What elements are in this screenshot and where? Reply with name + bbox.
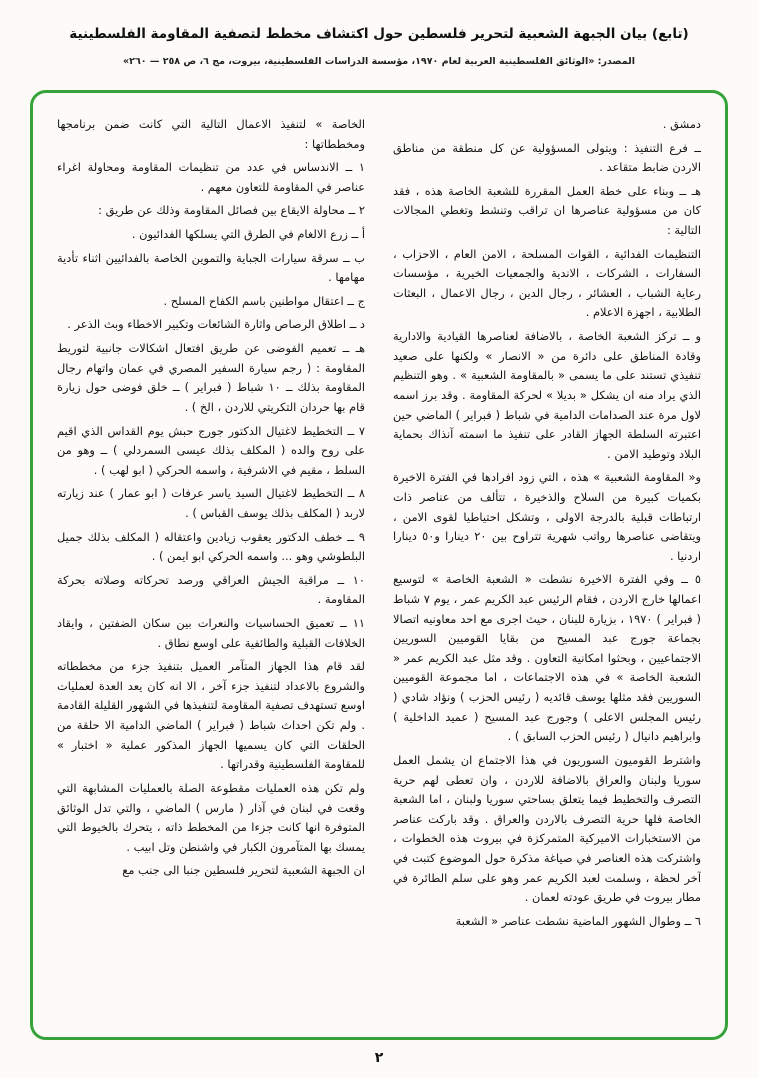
paragraph: ٨ ــ التخطيط لاغتيال السيد ياسر عرفات ( ابو عمار ) عند زيارته لاربد ( المكلف بذلك يوسف القباس ) .	[57, 486, 365, 520]
green-border-frame	[30, 90, 728, 1040]
paragraph: لقد قام هذا الجهاز المتآمر العميل بتنفيذ جزء من مخططاته والشروع بالاعداد لتنفيذ جزء آخر ، الا انه كان يعد العدة لعمليات اوسع تستهدف تصفية المقاومة لتنفيذها في الشهور القليلة القادمة . ولم تكن احداث شباط ( فبراير ) الماضي الدامية الا حلقة من الحلقات التي كان يسميها الجهاز المذكور عملية « اختبار » للمقاومة الفلسطينية وقدراتها .	[57, 659, 365, 772]
paragraph: التنظيمات الفدائية ، القوات المسلحة ، الامن العام ، الاحزاب ، السفارات ، الشركات ، الاندية والجمعيات الخيرية ، مؤسسات رعاية الشباب ، العشائر ، رجال الدين ، رجال الاعمال ، البعثات الطلابية ، اجهزة الاعلام .	[393, 246, 701, 320]
paragraph: ولم تكن هذه العمليات مقطوعة الصلة بالعمليات المشابهة التي وقعت في لبنان في آذار ( مارس ) الماضي ، والتي تدل الوثائق المتوفرة انها كانت جزءا من المخطط ذاته ، يتحرك بالخيوط التي يمسك بها المتآمرون الكبار في واشنطن وتل ابيب .	[57, 780, 365, 854]
paragraph: ١٠ ــ مراقبة الجيش العراقي ورصد تحركاته وصلاته بحركة المقاومة .	[57, 572, 365, 607]
paragraph: دمشق .	[662, 117, 701, 131]
document-title: (تابع) بيان الجبهة الشعبية لتحرير فلسطين حول اكتشاف مخطط لتصفية المقاومة الفلسطينية	[69, 26, 689, 42]
paragraph: ٩ ــ خطف الدكتور يعقوب زيادين واعتقاله ( المكلف بذلك جميل البلطوشي وهو ... واسمه الحركي ابو ايمن ) .	[57, 529, 365, 564]
paragraph: ٢ ــ محاولة الايقاع بين فصائل المقاومة وذلك عن طريق :	[98, 203, 365, 218]
paragraph: ٦ ــ وطوال الشهور الماضية نشطت عناصر « الشعبة	[455, 913, 701, 928]
page-number: ٢	[374, 1050, 384, 1066]
paragraph: و« المقاومة الشعبية » هذه ، التي زود افرادها في الفترة الاخيرة بكميات كبيرة من السلاح والذخيرة ، تتألف من عناصر ذات ارتباطات قبلية بالدرجة الاولى ، وتشكل احتياطيا لقوى الامن ، ويتقاضى عناصرها رواتب شهرية تتراوح بين ٢٠ دينارا و٥٠ دينارا اردنيا .	[393, 470, 701, 563]
paragraph: هـ ــ وبناء على خطة العمل المقررة للشعبة الخاصة هذه ، فقد كان من مسؤولية عناصرها ان تراقب وتنشط وتغطي المجالات التالية :	[393, 183, 701, 238]
paragraph: و ــ تركز الشعبة الخاصة ، بالاضافة لعناصرها القيادية والادارية وقادة المناطق على دائرة من « الانصار » ولكنها على صعيد تنفيذي تستند على ما يسمى « بالمقاومة الشعبية » . وهو التنظيم الذي يراد منه ان يشكل « بديلا » لحركة المقاومة . وقد برز اسمه لاول مرة عند الصدامات الدامية في شباط ( فبراير ) الماضي حين اعتبرته السلطة الجهاز القادر على تنفيذ ما اسمته آنذاك بحماية البلاد وتوطيد الامن .	[393, 329, 701, 461]
paragraph: ان الجبهة الشعبية لتحرير فلسطين جنبا الى جنب مع	[122, 863, 365, 878]
paragraph: واشترط القوميون السوريون في هذا الاجتماع ان يشمل العمل سوريا ولبنان والعراق بالاضافة للاردن ، وان تعطى لهم حرية التصرف والتخطيط فيما يتعلق بساحتي سوريا ولبنان ، اما الشعبة الخاصة فلها حرية التصرف بالاردن والعراق . وقد باركت عناصر من الاستخبارات الاميركية المتمركزة في بيروت هذه الخطوات ، واشتركت هذه العناصر في صياغة مذكرة حول الموضوع كتبت في آخر لحظة ، وسلمت لعبد الكريم عمر وهو على سلم الطائرة في مطار بيروت في طريق عودته لعمان .	[393, 752, 701, 905]
left-text-column	[57, 115, 365, 1019]
paragraph: ب ــ سرقة سيارات الجباية والتموين الخاصة بالفدائيين اثناء تأدية مهامها .	[57, 250, 365, 285]
paragraph: ج ــ اعتقال مواطنين باسم الكفاح المسلح .	[163, 293, 365, 308]
right-text-column	[393, 115, 701, 1019]
source-citation: المصدر: «الوثائق الفلسطينية العربية لعام ١٩٧٠، مؤسسة الدراسات الفلسطينية، بيروت، مج ٦، ص ٢٥٨ — ٢٦٠»	[123, 56, 635, 67]
paragraph: ــ فرع التنفيذ : ويتولى المسؤولية عن كل منطقة من مناطق الاردن ضابط متقاعد .	[393, 140, 701, 175]
paragraph: ١١ ــ تعميق الحساسيات والنعرات بين سكان الضفتين ، وايقاد الخلافات القبلية والطائفية على اوسع نطاق .	[57, 616, 365, 650]
paragraph: الخاصة » لتنفيذ الاعمال التالية التي كانت ضمن برنامجها ومخططاتها :	[57, 117, 365, 151]
paragraph: ٥ ــ وفي الفترة الاخيرة نشطت « الشعبة الخاصة » لتوسيع اعمالها خارج الاردن ، فقام الرئيس عبد الكريم عمر ، يوم ٧ شباط ( فبراير ) ١٩٧٠ ، بزيارة للبنان ، حيث اجرى مع احد معاونيه اتصالا بجماعة جورج عبد المسيح من بقايا القوميين السوريين الاجتماعيين ، وبحثوا امكانية التعاون . وقد مثل عبد الكريم عمر « الشعبة الخاصة » في هذه الاجتماعات ، اما مجموعة القوميين السوريين فقد مثلها يوسف قائديه ( رئيس الحزب ) ونؤاد شادي ( رئيس المجلس الاعلى ) وجورج عبد المسيح ( عميد الداخلية ) وابراهيم دانيال ( رئيس الحزب السابق ) .	[393, 572, 701, 744]
paragraph: هـ ــ تعميم الفوضى عن طريق افتعال اشكالات جانبية لتوريط المقاومة : ( رجم سيارة السفير المصري في عمان واتهام رجال المقاومة بذلك ــ ١٠ شباط ( فبراير ) ــ خلق فوضى حول زيارة قام بها حردان التكريتي للاردن ، الخ ) .	[57, 341, 365, 414]
paragraph: ٧ ــ التخطيط لاغتيال الدكتور جورج حبش يوم القداس الذي اقيم على روح والده ( المكلف بذلك عيسى السمردلي ) ــ وهو من السلط ، مقيم في الاشرفية ، واسمه الحركي ( ابو لهب ) .	[57, 423, 365, 477]
paragraph: أ ــ زرع الالغام في الطرق التي يسلكها الفدائيون .	[131, 227, 365, 242]
paragraph: ١ ــ الاندساس في عدد من تنظيمات المقاومة ومحاولة اغراء عناصر في المقاومة للتعاون معهم .	[57, 160, 365, 194]
two-column-text-block	[57, 115, 701, 1019]
paragraph: د ــ اطلاق الرصاص واثارة الشائعات وتكبير الاخطاء وبث الذعر .	[67, 317, 365, 332]
